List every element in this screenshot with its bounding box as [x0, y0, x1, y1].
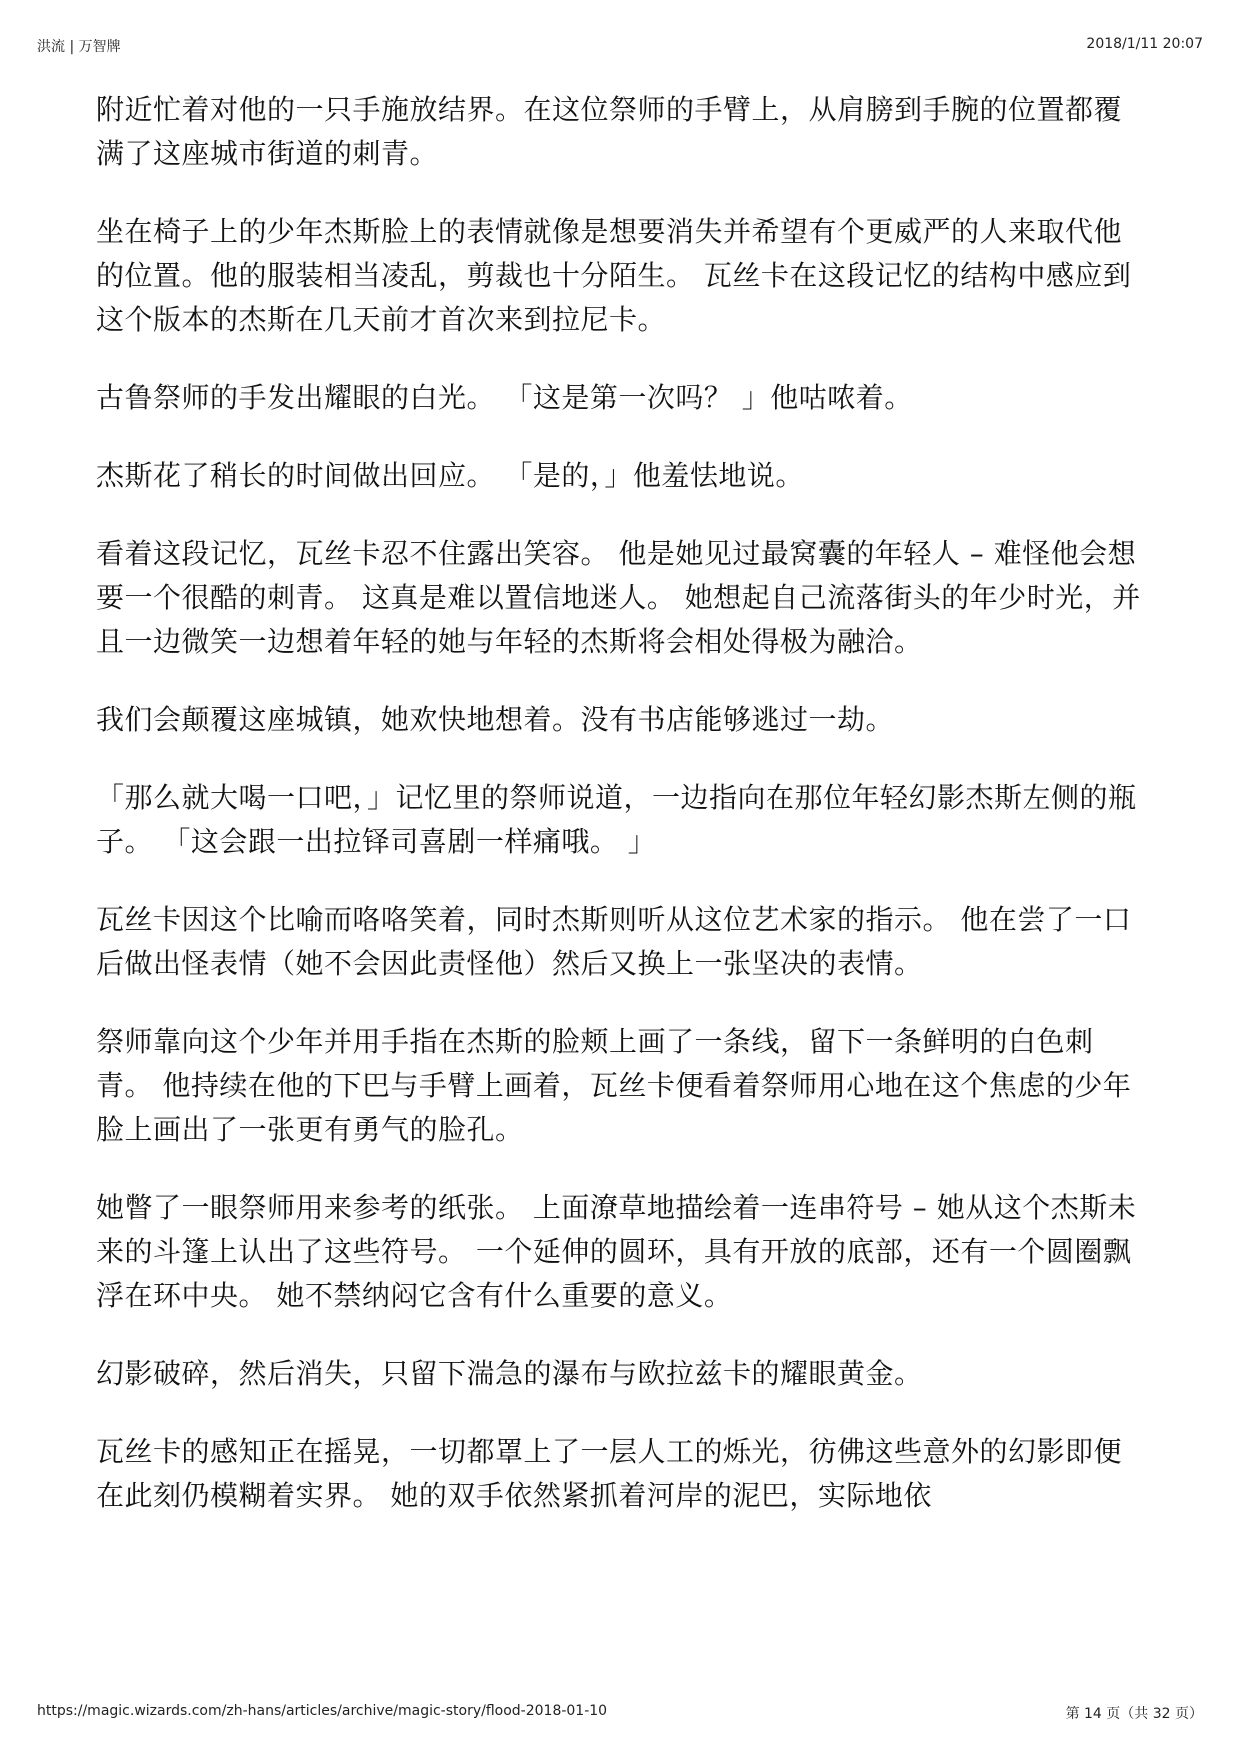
paragraph: 「那么就大喝一口吧，」记忆里的祭师说道，一边指向在那位年轻幻影杰斯左侧的瓶子。 「这会跟一出拉铎司喜剧一样痛哦。 」: [96, 781, 1137, 858]
paragraph: 祭师靠向这个少年并用手指在杰斯的脸颊上画了一条线，留下一条鲜明的白色刺青。 他持续在他的下巴与手臂上画着，瓦丝卡便看着祭师用心地在这个焦虑的少年脸上画出了一张更有勇气的脸孔。: [96, 1025, 1132, 1146]
print-header: [37, 36, 1203, 56]
paragraph: 我们会颠覆这座城镇，她欢快地想着。没有书店能够逃过一劫。: [96, 703, 895, 736]
paragraph: 附近忙着对他的一只手施放结界。在这位祭师的手臂上，从肩膀到手腕的位置都覆满了这座城市街道的刺青。: [96, 93, 1123, 170]
page-number: 第 14 页（共 32 页）: [1065, 1706, 1203, 1722]
paragraph: 杰斯花了稍长的时间做出回应。 「是的，」他羞怯地说。: [96, 459, 804, 492]
print-footer: [37, 1703, 1203, 1723]
page-title: 洪流 | 万智牌: [37, 39, 121, 55]
paragraph: 幻影破碎，然后消失，只留下湍急的瀑布与欧拉兹卡的耀眼黄金。: [96, 1357, 923, 1390]
paragraph: 坐在椅子上的少年杰斯脸上的表情就像是想要消失并希望有个更威严的人来取代他的位置。他的服装相当凌乱，剪裁也十分陌生。 瓦丝卡在这段记忆的结构中感应到这个版本的杰斯在几天前才首次来到拉尼卡。: [96, 215, 1132, 336]
paragraph: 古鲁祭师的手发出耀眼的白光。 「这是第一次吗？ 」他咕哝着。: [96, 381, 913, 414]
article-body: [96, 88, 1146, 1552]
paragraph: 瓦丝卡因这个比喻而咯咯笑着，同时杰斯则听从这位艺术家的指示。 他在尝了一口后做出怪表情（她不会因此责怪他）然后又换上一张坚决的表情。: [96, 903, 1132, 980]
paragraph: 她瞥了一眼祭师用来参考的纸张。 上面潦草地描绘着一连串符号 – 她从这个杰斯未来的斗篷上认出了这些符号。 一个延伸的圆环，具有开放的底部，还有一个圆圈飘浮在环中央。 她不禁纳闷它含有什么重要的意义。: [96, 1191, 1137, 1312]
page-url: https://magic.wizards.com/zh-hans/articles/archive/magic-story/flood-2018-01-10: [37, 1703, 608, 1719]
print-datetime: 2018/1/11 20:07: [1086, 36, 1203, 52]
paragraph: 看着这段记忆，瓦丝卡忍不住露出笑容。 他是她见过最窝囊的年轻人 – 难怪他会想要一个很酷的刺青。 这真是难以置信地迷人。 她想起自己流落街头的年少时光，并且一边微笑一边想着年轻的她与年轻的杰斯将会相处得极为融洽。: [96, 537, 1141, 658]
paragraph: 瓦丝卡的感知正在摇晃，一切都罩上了一层人工的烁光，彷佛这些意外的幻影即便在此刻仍模糊着实界。 她的双手依然紧抓着河岸的泥巴，实际地依: [96, 1435, 1123, 1512]
